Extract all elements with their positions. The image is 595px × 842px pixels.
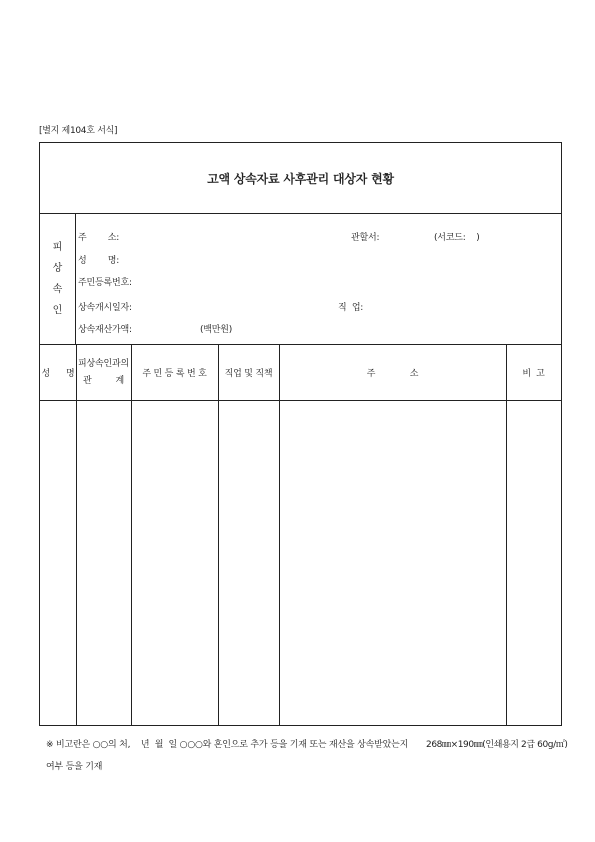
column-header-row — [40, 345, 561, 401]
header-relation — [76, 345, 131, 400]
jurisdiction-field-label: 관할서: — [351, 233, 380, 243]
paper-spec: 268㎜×190㎜(인쇄용지 2급 60g/㎡) — [426, 740, 568, 750]
deceased-label-char: 상 — [52, 263, 63, 274]
column-divider — [506, 345, 507, 725]
header-relation-line1: 피상속인과의 — [78, 358, 129, 369]
header-address: 주 소 — [366, 369, 419, 379]
form-number: [별지 제104호 서식] — [39, 126, 118, 136]
deceased-section — [40, 214, 561, 345]
column-divider — [279, 345, 280, 725]
inheritance-date-field-label: 상속개시일자: — [78, 303, 132, 313]
header-occupation: 직업 및 직책 — [224, 369, 273, 379]
property-value-field-label: 상속재산가액: — [78, 325, 132, 335]
remarks-note-line2: 여부 등을 기재 — [46, 762, 103, 772]
form-title: 고액 상속자료 사후관리 대상자 현황 — [207, 171, 394, 186]
address-field-label: 주 소: — [78, 233, 120, 243]
column-divider — [76, 345, 77, 725]
occupation-field-label: 직 업: — [338, 303, 364, 313]
deceased-label-char: 피 — [52, 242, 63, 253]
tax-office-code-label: (서코드: ) — [434, 233, 480, 243]
header-name: 성 명 — [41, 369, 75, 379]
remarks-note-line1: ※ 비고란은 ○○의 처, 년 월 일 ○○○와 혼인으로 추가 등을 기재 또는 재산을 상속받았는지 — [46, 740, 409, 750]
deceased-label-char: 인 — [52, 305, 63, 316]
header-remarks: 비 고 — [522, 369, 545, 379]
header-resident-number: 주 민 등 록 번 호 — [142, 369, 207, 379]
deceased-label-char: 속 — [52, 284, 63, 295]
title-row — [40, 143, 561, 214]
column-divider — [131, 345, 132, 725]
deceased-label — [40, 214, 76, 344]
header-relation-line2: 관 계 — [83, 375, 124, 386]
name-field-label: 성 명: — [78, 256, 120, 266]
property-unit-label: (백만원) — [200, 325, 233, 335]
form-frame — [39, 142, 562, 726]
column-divider — [218, 345, 219, 725]
resident-number-field-label: 주민등록번호: — [78, 278, 132, 288]
